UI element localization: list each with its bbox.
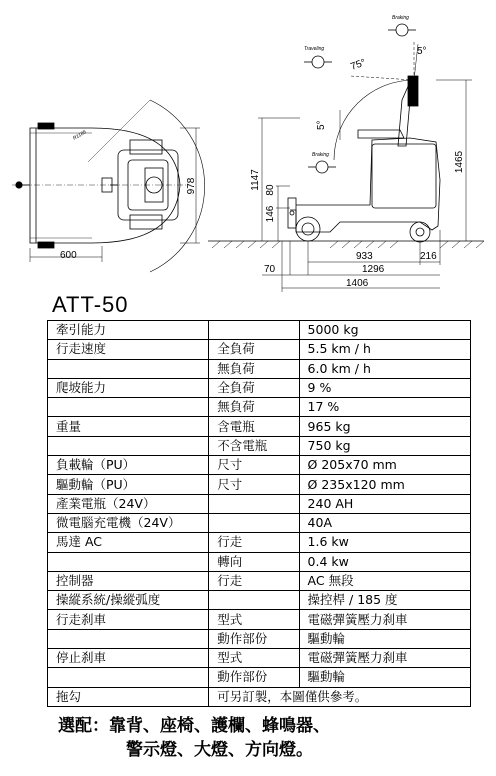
spec-label: 拖勾 [48, 687, 209, 706]
side-dim-1406: 1406 [346, 278, 369, 289]
side-dim-1147: 1147 [250, 169, 261, 191]
spec-value: 驅動輪 [299, 629, 470, 648]
technical-drawing [0, 0, 496, 300]
spec-sublabel: 型式 [209, 649, 299, 668]
spec-sublabel: 含電瓶 [209, 417, 299, 436]
spec-value: 17 % [299, 398, 470, 417]
spec-value: AC 無段 [299, 571, 470, 590]
spec-label: 操縱系統/操縱弧度 [48, 591, 209, 610]
spec-row [48, 591, 471, 610]
spec-table [47, 320, 471, 707]
spec-row [48, 552, 471, 571]
spec-row [48, 629, 471, 648]
top-dim-600: 600 [60, 250, 77, 261]
spec-label [48, 359, 209, 378]
spec-row [48, 359, 471, 378]
top-view [12, 100, 205, 272]
options-line-1: 選配：靠背、座椅、護欄、蜂鳴器、 [58, 716, 330, 736]
angle-5-left: 5° [316, 120, 327, 130]
label-braking-top: Braking [392, 15, 409, 21]
angle-75: 75° [349, 57, 368, 73]
spec-sublabel: 尺寸 [209, 475, 299, 494]
spec-label: 行走速度 [48, 340, 209, 359]
spec-value: 電磁彈簧壓力刹車 [299, 610, 470, 629]
spec-row [48, 475, 471, 494]
options-text [58, 714, 330, 762]
spec-label: 負載輪（PU） [48, 456, 209, 475]
spec-value: Ø 235x120 mm [299, 475, 470, 494]
spec-sublabel: 動作部份 [209, 629, 299, 648]
spec-sublabel: 尺寸 [209, 456, 299, 475]
spec-row [48, 398, 471, 417]
spec-value: 5.5 km / h [299, 340, 470, 359]
spec-label [48, 552, 209, 571]
spec-label [48, 436, 209, 455]
spec-sublabel [209, 513, 299, 532]
spec-sublabel [209, 591, 299, 610]
label-braking-mid: Braking [312, 152, 329, 158]
spec-label: 驅動輪（PU） [48, 475, 209, 494]
side-dim-216: 216 [420, 251, 437, 262]
spec-row [48, 649, 471, 668]
spec-value: 965 kg [299, 417, 470, 436]
top-dim-978: 978 [186, 177, 197, 195]
spec-row [48, 610, 471, 629]
spec-label: 行走刹車 [48, 610, 209, 629]
spec-note: 可另訂製，本圖僅供參考。 [209, 687, 471, 706]
spec-row [48, 321, 471, 340]
spec-sublabel: 無負荷 [209, 359, 299, 378]
spec-sublabel: 不含電瓶 [209, 436, 299, 455]
spec-label: 微電腦充電機（24V） [48, 513, 209, 532]
spec-row [48, 340, 471, 359]
side-dim-70: 70 [264, 264, 276, 275]
spec-sublabel: 全負荷 [209, 340, 299, 359]
spec-row [48, 668, 471, 687]
spec-label: 控制器 [48, 571, 209, 590]
spec-value: 1.6 kw [299, 533, 470, 552]
spec-value: 操控桿 / 185 度 [299, 591, 470, 610]
spec-row [48, 533, 471, 552]
spec-sublabel [209, 321, 299, 340]
spec-row [48, 417, 471, 436]
spec-sublabel: 無負荷 [209, 398, 299, 417]
spec-value: 5000 kg [299, 321, 470, 340]
model-name: ATT-50 [52, 292, 129, 317]
spec-value: 750 kg [299, 436, 470, 455]
spec-sublabel [209, 494, 299, 513]
side-dim-933: 933 [356, 251, 373, 262]
options-line-2: 警示燈、大燈、方向燈。 [126, 740, 313, 760]
spec-sublabel: 動作部份 [209, 668, 299, 687]
label-traveling: Traveling [304, 46, 325, 52]
side-dim-1465: 1465 [454, 150, 465, 174]
top-radius: R1185 [72, 129, 88, 142]
spec-sublabel: 全負荷 [209, 378, 299, 397]
side-dim-146: 146 [265, 205, 276, 223]
spec-row [48, 436, 471, 455]
spec-label [48, 668, 209, 687]
spec-value: 電磁彈簧壓力刹車 [299, 649, 470, 668]
spec-value: Ø 205x70 mm [299, 456, 470, 475]
spec-sublabel: 型式 [209, 610, 299, 629]
spec-row [48, 513, 471, 532]
side-dim-1296: 1296 [362, 264, 385, 275]
spec-row [48, 378, 471, 397]
spec-sublabel: 轉向 [209, 552, 299, 571]
spec-row [48, 456, 471, 475]
angle-5-top: 5° [417, 46, 427, 57]
spec-row [48, 494, 471, 513]
spec-label: 馬達 AC [48, 533, 209, 552]
spec-label [48, 629, 209, 648]
spec-sublabel: 行走 [209, 533, 299, 552]
spec-sublabel: 行走 [209, 571, 299, 590]
side-view [208, 24, 484, 292]
spec-label [48, 398, 209, 417]
spec-label: 爬坡能力 [48, 378, 209, 397]
spec-label: 產業電瓶（24V） [48, 494, 209, 513]
spec-label: 牽引能力 [48, 321, 209, 340]
spec-value: 驅動輪 [299, 668, 470, 687]
spec-row [48, 571, 471, 590]
spec-label: 重量 [48, 417, 209, 436]
spec-value: 6.0 km / h [299, 359, 470, 378]
spec-value: 40A [299, 513, 470, 532]
side-dim-80: 80 [265, 184, 276, 196]
spec-label: 停止刹車 [48, 649, 209, 668]
spec-value: 0.4 kw [299, 552, 470, 571]
spec-value: 9 % [299, 378, 470, 397]
spec-value: 240 AH [299, 494, 470, 513]
spec-row [48, 687, 471, 706]
